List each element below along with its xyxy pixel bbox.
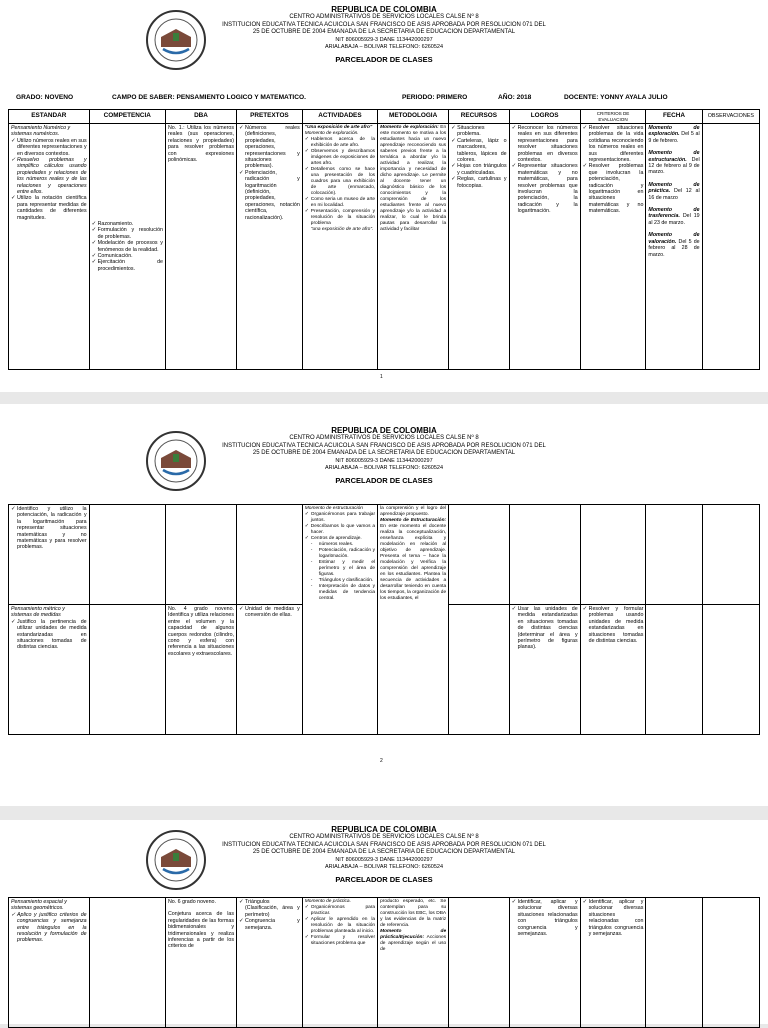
document-header: [0, 825, 768, 895]
fecha-label: Momento de valoración.: [648, 232, 700, 245]
page-gap: [0, 392, 768, 404]
parcelador-table: [8, 109, 760, 370]
method-moment: Momento de exploración:: [380, 125, 439, 130]
list-item: ✓ Utilizo números reales en sus diferentes representaciones y en diversos contextos.: [11, 138, 87, 157]
cell-logros: [509, 898, 580, 1028]
cell-pretextos: [237, 898, 303, 1028]
list-item: ✓ Presentación, comprensión y resolución de la situación problema: [305, 209, 375, 227]
cell-observaciones: [702, 505, 759, 605]
cell-metodologia: [378, 505, 449, 735]
cell-estandar: [9, 605, 90, 735]
anio-label: AÑO: 2018: [498, 93, 532, 101]
cell-pretextos: [237, 505, 303, 605]
list-item: ✓ Triángulos (Clasificación, área y perímetro): [239, 899, 300, 918]
info-line: [0, 91, 768, 103]
list-item: ✓ Potenciación, radicación y logaritmación (definición, propiedades, operaciones, notación científica, racionalización).: [239, 170, 300, 221]
estandar-title: Pensamiento Numérico y sistemas numéricos.: [11, 125, 71, 138]
cell-pretextos: [237, 124, 303, 370]
cell-criterios: [580, 124, 646, 370]
cell-logros: [509, 505, 580, 605]
list-item: ✓ Representar situaciones matemáticas y no matemáticas, para resolver problemas que involucran la potenciación, la radicación y la logaritmación.: [512, 163, 578, 214]
list-item: ✓ Describamos lo que vamos a hacer.: [305, 524, 375, 536]
header-line: 25 DE OCTUBRE DE 2004 EMANADA DE LA SECRETARIA DE EDUCACION DEPARTAMENTAL: [252, 849, 516, 855]
list-item: ✓ Carteleras, lápiz o marcadores, tableros, lápices de colores.: [451, 138, 506, 164]
method-moment: Momento de práctica/Ejecución:: [380, 929, 447, 940]
list-item: ✓ Observemos y describamos imágenes de exposiciones de artes afro.: [305, 149, 375, 167]
list-item: ✓ Formular y resolver situaciones problema que: [305, 935, 375, 947]
list-item: - Estimar y medir el perímetro y el área de figuras.: [311, 560, 375, 578]
cell-observaciones: [702, 898, 759, 1028]
activity-moment: Momento de estructuración: [304, 506, 363, 511]
list-item: ✓ Comunicación.: [92, 253, 163, 259]
fecha-label: Momento de estructuración.: [648, 150, 700, 163]
header-title: REPUBLICA DE COLOMBIA: [331, 426, 437, 435]
header-line: CENTRO ADMINISTRATIVOS DE SERVICIOS LOCALES CALSE Nº 8: [289, 435, 479, 441]
fecha-text: Del 5 de febrero al 28 de marzo.: [648, 238, 700, 258]
cell-dba: No. 4 grado noveno. Identifica y utiliza relaciones entre el volumen y la capacidad de algunos cuerpos redondos (cilindro, cono y esfera) con referencia a las situaciones escolares y extraescolares.: [165, 605, 236, 735]
list-item: ✓ Unidad de medidas y conversión de ellas.: [239, 606, 300, 619]
list-item: - números reales.: [311, 542, 375, 548]
header-line: NIT 806005929-3 DANE 113442000297: [335, 856, 433, 863]
table-row: [9, 505, 760, 605]
list-item: ✓ Usar las unidades de medida estandarizadas en situaciones tomadas de distintas ciencias (determinar el área y perímetro de figuras planas).: [512, 606, 578, 651]
col-estandar: ESTANDAR: [9, 110, 90, 124]
cell-recursos: [449, 605, 509, 735]
page-3: [0, 820, 768, 1024]
page-number: 2: [380, 758, 383, 764]
dba-text: Conjetura acerca de las regularidades de las formas bidimensionales y tridimensionales y realiza inferencias a partir de los criterios de: [167, 911, 235, 950]
method-text: Acciones de aprendizaje según el uso de: [380, 935, 447, 952]
cell-observaciones: [702, 605, 759, 735]
cell-competencia: [89, 898, 165, 1028]
header-title: REPUBLICA DE COLOMBIA: [331, 825, 437, 834]
cell-pretextos: [237, 605, 303, 735]
docente-label: DOCENTE: YONNY AYALA JULIO: [564, 93, 668, 101]
list-item: ✓ Aplicar le aprendido en la resolución de la situación problemas planteada al inicio.: [305, 917, 375, 935]
cell-dba: No. 1.: Utiliza los números reales (sus operaciones, relaciones y propiedades) para resolver problemas con expresiones polinómicas.: [165, 124, 236, 370]
list-item: ✓ Números reales (definiciones, propiedades, operaciones, representaciones y situaciones problemas).: [239, 125, 300, 170]
cell-fecha: [646, 124, 702, 370]
list-item: ✓ Utilizo la notación científica para representar medidas de cantidades de diferentes magnitudes.: [11, 195, 87, 221]
cell-competencia: [89, 505, 165, 605]
cell-criterios: [580, 898, 646, 1028]
col-metodologia: METODOLOGIA: [378, 110, 449, 124]
page-gap: [0, 806, 768, 820]
activity-end: "una exposición de arte afro".: [310, 227, 374, 232]
fecha-text: Del 12 de febrero al 9 de marzo.: [648, 156, 700, 176]
method-text: En este momento el docente realiza la conceptualización, enseñanza explícita y modelación en relación al objetivo de aprendizaje. Presenta el tema – hace la modelación y Verifica la comprensión del aprendizaje en los estudiantes. Plantea la secuencia de actividades a desarrollar teniendo en cuenta los tiempos, la organización de los estudiantes, el: [380, 524, 447, 601]
list-item: ✓ Justifico la pertinencia de utilizar unidades de medida estandarizadas en situaciones tomadas de distintas ciencias.: [11, 619, 87, 651]
list-item: ✓ Aplico y justifico criterios de congruencias y semejanza entre triángulos en la resolución y formulación de problemas.: [11, 912, 87, 944]
cell-criterios: [580, 605, 646, 735]
page-number: 1: [380, 374, 383, 380]
list-item: ✓ Ejercitación de procedimientos.: [92, 259, 163, 272]
list-item: ✓ Identifico y utilizo la potenciación, la radicación y la logaritmación para representar situaciones matemáticas y no matemáticas y para resolver problemas.: [11, 506, 87, 551]
col-competencia: COMPETENCIA: [89, 110, 165, 124]
list-item: ✓ Situaciones problema.: [451, 125, 506, 138]
list-item: ✓ Identificar, aplicar y solucionar diversas situaciones relacionadas con triángulos congruencia y semejanzas.: [512, 899, 578, 937]
col-logros: LOGROS: [509, 110, 580, 124]
header-line: INSTITUCION EDUCATIVA TECNICA ACUICOLA SAN FRANCISCO DE ASIS APROBADA POR RESOLUCION 071 DEL: [222, 841, 546, 848]
list-item: ✓ Resolver y formular problemas usando unidades de medida estandarizadas en situaciones tomadas de distintas ciencias.: [583, 606, 644, 644]
cell-dba: [165, 505, 236, 605]
cell-actividades: [302, 505, 377, 735]
cell-estandar: [9, 124, 90, 370]
school-crest-icon: [145, 829, 207, 891]
campo-label: CAMPO DE SABER: PENSAMIENTO LOGICO Y MATEMATICO.: [112, 93, 306, 101]
table-row: [9, 898, 760, 1028]
col-pretextos: PRETEXTOS: [237, 110, 303, 124]
cell-actividades: [302, 898, 377, 1028]
header-line: ARIALABAJA – BOLIVAR TELEFONO: 6260524: [324, 465, 444, 471]
list-item: ✓ Resolver situaciones problemas de la vida cotidiana reconociendo los números reales en sus diferentes representaciones.: [583, 125, 644, 163]
header-subtitle: PARCELADOR DE CLASES: [335, 874, 433, 884]
method-moment: Momento de Estructuración:: [380, 518, 447, 523]
cell-dba: [165, 898, 236, 1028]
col-recursos: RECURSOS: [449, 110, 509, 124]
cell-competencia: [89, 605, 165, 735]
cell-fecha: [646, 898, 702, 1028]
activity-title: "Una exposición de arte afro": [304, 125, 373, 130]
list-item: ✓ Resuelvo problemas y simplifico cálculos usando propiedades y relaciones de los números reales y de las relaciones y operaciones entre ellos.: [11, 157, 87, 195]
list-item: ✓ Modelación de procesos y fenómenos de la realidad.: [92, 240, 163, 253]
list-item: ✓ Razonamiento.: [92, 221, 163, 227]
fecha-text: Del 19 al 23 de marzo.: [648, 213, 700, 226]
header-line: ARIALABAJA – BOLIVAR TELEFONO: 6260524: [324, 44, 444, 50]
page-1: [0, 0, 768, 392]
cell-recursos: [449, 898, 509, 1028]
estandar-title: Pensamiento métrico y sistemas de medidas: [11, 606, 65, 619]
cell-fecha: [646, 505, 702, 605]
list-item: ✓ Como seria un museo de arte en mi localidad.: [305, 197, 375, 209]
fecha-label: Momento de exploración.: [648, 125, 700, 138]
list-item: ✓ Resolver problemas que involucran la potenciación, radicación y logaritmación en situaciones matemáticas y no matemáticas.: [583, 163, 644, 214]
header-line: NIT 806005929-3 DANE 113442000297: [335, 457, 433, 464]
method-text: la comprensión y el logro del aprendizaje propuesto.: [380, 506, 447, 517]
cell-estandar: [9, 898, 90, 1028]
list-item: ✓ Identificar, aplicar y solucionar diversas situaciones relacionadas con triángulos congruencia y semejanzas.: [583, 899, 644, 937]
fecha-text: Del 12 al 16 de marzo: [648, 188, 700, 201]
school-crest-icon: [145, 430, 207, 492]
list-item: ✓ Reglas, cartulinas y fotocopias.: [451, 176, 506, 189]
cell-recursos: [449, 505, 509, 605]
col-actividades: ACTIVIDADES: [302, 110, 377, 124]
activity-moment: Momento de exploración.: [304, 131, 359, 136]
list-item: ✓ Congruencia y semejanza.: [239, 918, 300, 931]
fecha-label: Momento de trasferencia.: [648, 207, 700, 220]
list-item: ✓ Centros de aprendizaje.: [305, 536, 375, 542]
estandar-title: Pensamiento espacial y sistemas geométricos.: [11, 899, 67, 912]
col-dba: DBA: [165, 110, 236, 124]
header-title: REPUBLICA DE COLOMBIA: [331, 5, 437, 14]
header-line: NIT 806005929-3 DANE 113442000297: [335, 36, 433, 43]
cell-fecha: [646, 605, 702, 735]
list-item: ✓ Hablemos acerca de la exhibición de arte afro.: [305, 137, 375, 149]
list-item: ✓ Hojas con triángulos y cuadriculadas.: [451, 163, 506, 176]
header-line: INSTITUCION EDUCATIVA TECNICA ACUICOLA SAN FRANCISCO DE ASIS APROBADA POR RESOLUCION 071 DEL: [222, 442, 546, 449]
document-header: [0, 5, 768, 75]
cell-logros: [509, 605, 580, 735]
parcelador-table: [8, 504, 760, 735]
periodo-label: PERIODO: PRIMERO: [402, 93, 468, 101]
cell-actividades: [302, 124, 377, 370]
cell-estandar: [9, 505, 90, 605]
cell-metodologia: [378, 898, 449, 1028]
school-crest-icon: [145, 9, 207, 71]
fecha-label: Momento de práctica.: [648, 181, 700, 195]
parcelador-table: [8, 897, 760, 1028]
cell-metodologia: [378, 124, 449, 370]
col-fecha: FECHA: [646, 110, 702, 124]
header-subtitle: PARCELADOR DE CLASES: [335, 54, 433, 64]
cell-logros: [509, 124, 580, 370]
list-item: - Potenciación, radicación y logaritmación.: [311, 548, 375, 560]
header-line: 25 DE OCTUBRE DE 2004 EMANADA DE LA SECRETARIA DE EDUCACION DEPARTAMENTAL: [252, 450, 516, 456]
header-line: CENTRO ADMINISTRATIVOS DE SERVICIOS LOCALES CALSE Nº 8: [289, 14, 479, 20]
method-text: En este momento se motiva a los estudiantes hacia un nuevo aprendizaje reconociendo sus saberes previos frente a la temática a abordar y/o la actividad a realizar, la importancia y necesidad de dicho aprendizaje. Le permite al docente tener un diagnóstico básico de los conocimientos y la comprensión de los estudiantes frente al nuevo aprendizaje y/o la actividad a realizar, lo cual le brinda pautas para desarrollar la actividad y facilitar: [380, 125, 447, 232]
fecha-text: Del 5 al 9 de febrero.: [648, 131, 700, 144]
activity-moment: Momento de práctica.: [304, 899, 351, 904]
list-item: ✓ Reconocer los números reales en sus diferentes representaciones para resolver situaciones problemas en diversos contextos.: [512, 125, 578, 163]
cell-recursos: [449, 124, 509, 370]
cell-criterios: [580, 505, 646, 605]
list-item: ✓ Detallemos como se hace una presentación de los cuadros para una exhibición de arte (enmarcado, colocación).: [305, 167, 375, 197]
document-header: [0, 426, 768, 496]
list-item: ✓ Formulación y resolución de problemas.: [92, 227, 163, 240]
header-line: CENTRO ADMINISTRATIVOS DE SERVICIOS LOCALES CALSE Nº 8: [289, 834, 479, 840]
header-line: 25 DE OCTUBRE DE 2004 EMANADA DE LA SECRETARIA DE EDUCACION DEPARTAMENTAL: [252, 29, 516, 35]
table-header-row: [9, 110, 760, 124]
list-item: - Interpretación de datos y medidas de tendencia central.: [311, 584, 375, 602]
dba-text: No. 6 grado noveno.: [167, 899, 216, 905]
list-item: ✓ Organicémonos para practicar.: [305, 905, 375, 917]
method-text: producto esperado, etc. Se contemplan para su construcción los EBC, los DBA y las evidencias de la matriz de referencia.: [380, 899, 447, 928]
cell-competencia: [89, 124, 165, 370]
page-2: [0, 404, 768, 806]
grado-label: GRADO: NOVENO: [16, 93, 74, 101]
header-subtitle: PARCELADOR DE CLASES: [335, 475, 433, 485]
list-item: ✓ Organicémonos para trabajar juntos.: [305, 512, 375, 524]
table-row: [9, 124, 760, 370]
col-criterios: CRITERIOS DE EVALUACION: [580, 110, 646, 124]
cell-observaciones: [702, 124, 759, 370]
header-line: ARIALABAJA – BOLIVAR TELEFONO: 6260524: [324, 864, 444, 870]
list-item: - Triángulos y clasificación.: [311, 578, 375, 584]
col-observaciones: OBSERVACIONES: [702, 110, 759, 124]
header-line: INSTITUCION EDUCATIVA TECNICA ACUICOLA SAN FRANCISCO DE ASIS APROBADA POR RESOLUCION 071 DEL: [222, 21, 546, 28]
